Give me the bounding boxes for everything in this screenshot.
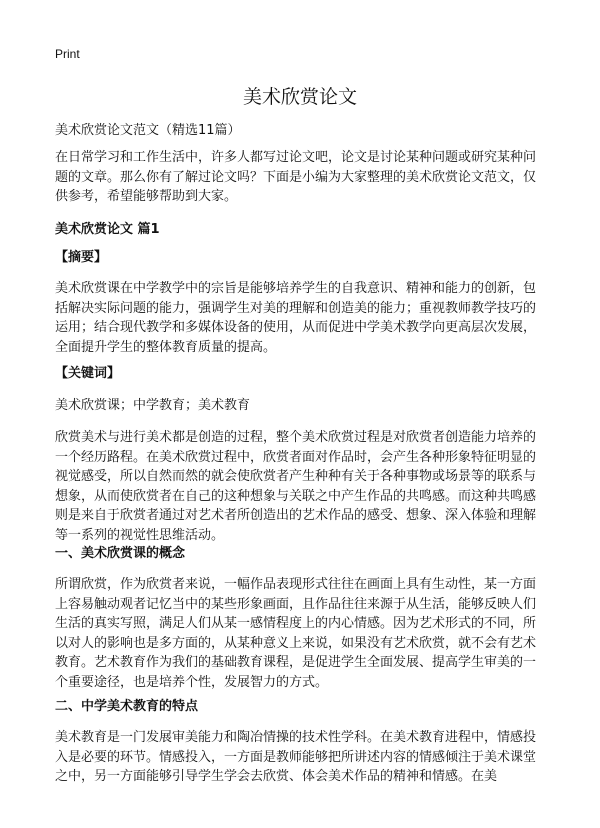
intro-paragraph: 在日常学习和工作生活中，许多人都写过论文吧，论文是讨论某种问题或研究某种问题的文章。那么你有了解过论文吗？下面是小编为大家整理的美术欣赏论文范文，仅供参考，希望能够帮助到大家。	[55, 150, 537, 204]
body-paragraph-3: 美术教育是一门发展审美能力和陶冶情操的技术性学科。在美术教育进程中，情感投入是必要的环节。情感投入，一方面是教师能够把所讲述内容的情感倾注于美术课堂之中，另一方面能够引导学生学会去欣赏、体会美术作品的精神和情感。在美	[55, 730, 537, 784]
heading-1: 一、美术欣赏课的概念	[55, 546, 186, 561]
page-title: 美术欣赏论文	[242, 86, 357, 108]
section-title: 美术欣赏论文 篇1	[55, 222, 160, 237]
keywords-paragraph: 美术欣赏课；中学教育；美术教育	[55, 398, 251, 413]
heading-2: 二、中学美术教育的特点	[55, 699, 199, 714]
body-paragraph-1: 欣赏美术与进行美术都是创造的过程，整个美术欣赏过程是对欣赏者创造能力培养的一个经历路程。在美术欣赏过程中，欣赏者面对作品时，会产生各种形象特征明显的视觉感受，所以自然而然的就会使欣赏者产生种种有关于各种事物或场景等的联系与想象，从而使欣赏者在自己的这种想象与关联之中产生作品的共鸣感。而这种共鸣感则是来自于欣赏者通过对艺术者所创造出的艺术作品的感受、想象、深入体验和理解等一系列的视觉性思维活动。	[55, 430, 537, 543]
keywords-heading: 【关键词】	[55, 366, 121, 381]
print-link[interactable]: Print	[55, 47, 80, 61]
body-paragraph-2: 所谓欣赏，作为欣赏者来说，一幅作品表现形式往往在画面上具有生动性，某一方面上容易触动观者记忆当中的某些形象画面，且作品往往来源于从生活，能够反映人们生活的真实写照，满足人们从某一感情程度上的内心情感。因为艺术形式的不同，所以对人的影响也是多方面的，从某种意义上来说，如果没有艺术欣赏，就不会有艺术教育。艺术教育作为我们的基础教育课程，是促进学生全面发展、提高学生审美的一个重要途径，也是培养个性，发展智力的方式。	[55, 577, 537, 690]
abstract-paragraph: 美术欣赏课在中学教学中的宗旨是能够培养学生的自我意识、精神和能力的创新，包括解决实际问题的能力，强调学生对美的理解和创造美的能力；重视教师教学技巧的运用；结合现代教学和多媒体设备的使用，从而促进中学美术教学向更高层次发展，全面提升学生的整体教育质量的提高。	[55, 281, 537, 355]
abstract-heading: 【摘要】	[55, 250, 108, 265]
document-subtitle: 美术欣赏论文范文（精选11篇）	[55, 123, 241, 138]
